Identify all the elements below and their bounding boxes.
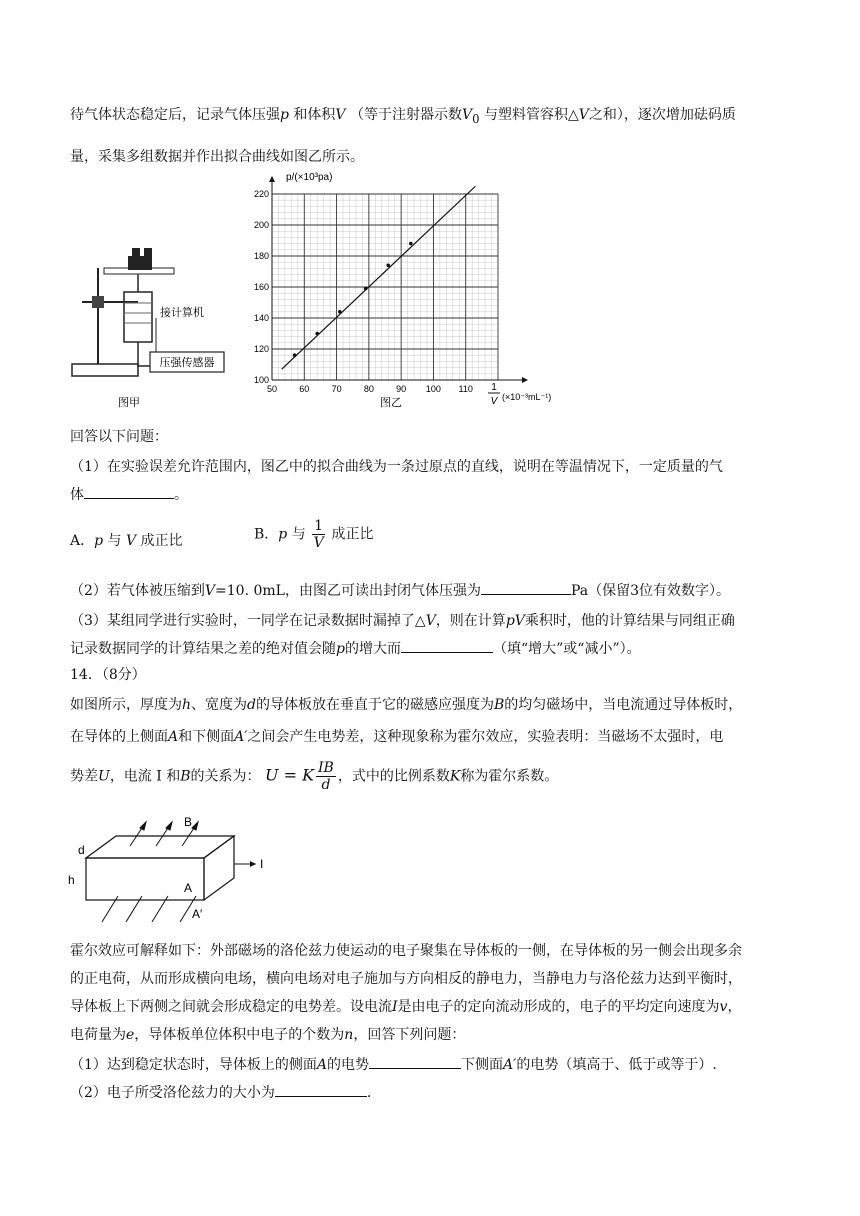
var-e: e [126, 1027, 135, 1043]
text: 电荷量为 [70, 1027, 126, 1043]
var-V: V [335, 107, 346, 123]
x-tick-label: 90 [396, 384, 407, 394]
q14-explain-1: 霍尔效应可解释如下：外部磁场的洛伦兹力使运动的电子聚集在导体板的一侧，在导体板的另一侧会出现多余 [70, 943, 742, 959]
data-point [364, 287, 368, 291]
var-n: n [344, 1027, 354, 1043]
y-tick-label: 100 [253, 375, 269, 385]
text: 成正比 [331, 526, 374, 543]
q14-1-answer-blank[interactable] [369, 1054, 461, 1069]
q14-header: 14．（8分） [70, 667, 146, 683]
subscript: 0 [472, 111, 480, 126]
q1-answer-blank[interactable] [84, 484, 174, 499]
text: ，则在计算 [435, 613, 506, 629]
denominator: V [313, 535, 324, 551]
text: 是由电子的定向流动形成的，电子的平均定向速度为 [397, 999, 720, 1015]
text: Pa（保留3位有效数字）。 [570, 583, 731, 599]
var-V: V [425, 613, 436, 629]
var-B: B [494, 697, 505, 713]
x-tick-label: 100 [425, 384, 441, 394]
y-tick-label: 160 [253, 282, 269, 292]
text: 和体积 [293, 107, 336, 123]
data-point [409, 242, 413, 246]
var-p: p [278, 526, 288, 543]
text: . [366, 1085, 372, 1101]
var-p: p [336, 641, 345, 657]
q3-line-2 [70, 638, 641, 658]
text: ， [727, 999, 742, 1015]
text: 称为霍尔系数。 [460, 768, 559, 785]
x-tick-label: 70 [331, 384, 342, 394]
x-tick-label: 110 [458, 384, 473, 394]
text: 下侧面 [461, 1057, 504, 1073]
y-axis-label: p/(×10³pa) [286, 172, 333, 183]
q3-answer-blank[interactable] [401, 638, 493, 653]
tube-bend [138, 358, 150, 366]
weight-3 [144, 248, 152, 256]
var-A: A [316, 1057, 328, 1073]
var-U: U [98, 768, 110, 785]
x-tick-label: 80 [363, 384, 374, 394]
var-h: h [182, 697, 192, 713]
text: （3）某组同学进行实验时，一同学在记录数据时漏掉了△ [70, 613, 426, 629]
formula-denominator: d [321, 777, 331, 793]
data-point [386, 264, 390, 268]
fraction-one-over-v [312, 518, 325, 551]
x-axis-label-den: V [490, 396, 498, 407]
text: 和下侧面 [178, 729, 235, 745]
q14-explain-2: 的正电荷，从而形成横向电场，横向电场对电子施加与方向相反的静电力，当静电力与洛伦兹力达到平衡时， [70, 971, 742, 987]
plate-side [204, 836, 234, 900]
data-point [293, 353, 297, 357]
numerator: 1 [314, 518, 324, 534]
var-p: p [94, 533, 104, 549]
var-d: d [247, 697, 256, 713]
q2-line [70, 580, 730, 600]
y-tick-label: 200 [253, 220, 269, 230]
text: 。 [174, 487, 188, 503]
weight-2 [132, 248, 140, 256]
label-d: d [78, 843, 85, 857]
sensor-label: 压强传感器 [159, 357, 215, 369]
questions-intro: 回答以下问题： [70, 429, 168, 445]
text: 待气体状态稳定后，记录气体压强 [70, 107, 280, 123]
q14-para-1 [70, 694, 742, 714]
q14-sub-2 [70, 1082, 371, 1102]
text: 的电势（填高于、低于或等于）. [516, 1057, 717, 1073]
text: ，电流 I 和 [109, 768, 181, 785]
x-axis-unit: (×10⁻³mL⁻¹) [502, 392, 552, 402]
text: 的增大而 [344, 641, 401, 657]
x-tick-label: 50 [266, 384, 278, 394]
q3-line-1 [70, 610, 735, 630]
field-lines [102, 822, 198, 922]
y-axis-arrow [269, 176, 275, 182]
x-axis-label-num: 1 [491, 382, 497, 393]
text: 记录数据同学的计算结果之差的绝对值会随 [70, 641, 336, 657]
data-point [315, 332, 319, 336]
label-I: I [260, 857, 264, 871]
text: 与 [107, 533, 122, 549]
option-a[interactable] [70, 530, 183, 550]
var-A-prime: A′ [503, 1057, 517, 1073]
label-B: B [184, 815, 193, 829]
var-V: V [204, 583, 216, 599]
var-v: v [719, 999, 728, 1015]
var-A: A [168, 729, 179, 745]
current-arrowhead [250, 861, 256, 867]
q14-para-2 [70, 726, 723, 746]
text: =10. 0mL，由图乙可读出封闭气体压强为 [215, 583, 481, 599]
label-h: h [68, 873, 75, 887]
clamp [92, 296, 104, 308]
text: 、宽度为 [191, 697, 248, 713]
text: ，回答下列问题： [353, 1027, 466, 1043]
q2-answer-blank[interactable] [481, 580, 571, 595]
text: 乘积时，他的计算结果与同组正确 [524, 613, 735, 629]
stand-base [72, 364, 138, 376]
text: 与 [291, 526, 306, 543]
formula-numerator: IB [318, 760, 334, 776]
var-B: B [180, 768, 191, 785]
text: 的关系为： [190, 768, 261, 785]
var-p: p [280, 107, 289, 123]
text: 的电势 [327, 1057, 370, 1073]
text: 在导体的上侧面 [70, 729, 168, 745]
q1-line-1: （1）在实验误差允许范围内，图乙中的拟合曲线为一条过原点的直线，说明在等温情况下，一定质量的气 [70, 459, 723, 475]
formula-fraction [316, 760, 336, 793]
var-I: I [392, 999, 398, 1015]
computer-label: 接计算机 [160, 307, 204, 319]
y-tick-label: 220 [253, 189, 269, 199]
caption-yi: 图乙 [380, 397, 402, 408]
option-label: A． [70, 533, 95, 549]
intro-line-2: 量，采集多组数据并作出拟合曲线如图乙所示。 [70, 149, 364, 165]
q14-explain-4 [70, 1024, 465, 1044]
q14-explain-3 [70, 996, 741, 1016]
y-tick-label: 120 [253, 344, 269, 354]
y-tick-label: 140 [253, 313, 269, 323]
text: （填“增大”或“减小”）。 [492, 641, 641, 657]
text: 体 [70, 487, 84, 503]
x-axis-arrow [522, 377, 528, 383]
label-A-prime: A′ [192, 907, 203, 921]
var-dV: V [578, 107, 589, 123]
text: （等于注射器示数 [350, 107, 462, 123]
var-A-prime: A′ [234, 729, 248, 745]
option-label: B． [254, 526, 279, 543]
var-K: K [449, 768, 461, 785]
q14-sub-1 [70, 1054, 717, 1074]
text: 如图所示，厚度为 [70, 697, 182, 713]
text: 之和），逐次增加砝码质 [588, 107, 736, 123]
q1-line-2 [70, 484, 188, 504]
syringe [124, 292, 152, 342]
text: 势差 [70, 768, 98, 785]
apparatus-figure [68, 168, 248, 408]
x-tick-label: 60 [299, 384, 310, 394]
option-b[interactable] [254, 518, 374, 551]
var-V: V [126, 533, 137, 549]
var-V0: V [462, 107, 473, 123]
text: ，导体板单位体积中电子的个数为 [134, 1027, 345, 1043]
pressure-volume-chart [248, 168, 568, 408]
intro-line-1 [70, 104, 736, 126]
caption-jia: 图甲 [118, 397, 140, 408]
text: 的导体板放在垂直于它的磁感应强度为 [256, 697, 494, 713]
text: 的均匀磁场中，当电流通过导体板时， [504, 697, 743, 713]
q14-2-answer-blank[interactable] [275, 1082, 367, 1097]
text: 导体板上下两侧之间就会形成稳定的电势差。设电流 [70, 999, 392, 1015]
hall-effect-figure [60, 812, 280, 932]
text: （1）达到稳定状态时，导体板上的侧面 [70, 1057, 317, 1073]
q14-para-3 [70, 760, 558, 793]
major-grid [269, 176, 528, 383]
text: ，式中的比例系数 [337, 768, 450, 785]
text: （2）若气体被压缩到 [70, 583, 205, 599]
y-tick-label: 180 [253, 251, 269, 261]
text: （2）电子所受洛伦兹力的大小为 [70, 1085, 275, 1101]
label-A: A [184, 881, 193, 895]
formula-lhs: U = K [265, 765, 315, 785]
data-point [338, 310, 342, 314]
text: 成正比 [140, 533, 183, 549]
text: 与塑料管容积△ [484, 107, 579, 123]
var-pV: pV [505, 613, 525, 629]
text: 之间会产生电势差，这种现象称为霍尔效应，实验表明：当磁场不太强时，电 [247, 729, 724, 745]
